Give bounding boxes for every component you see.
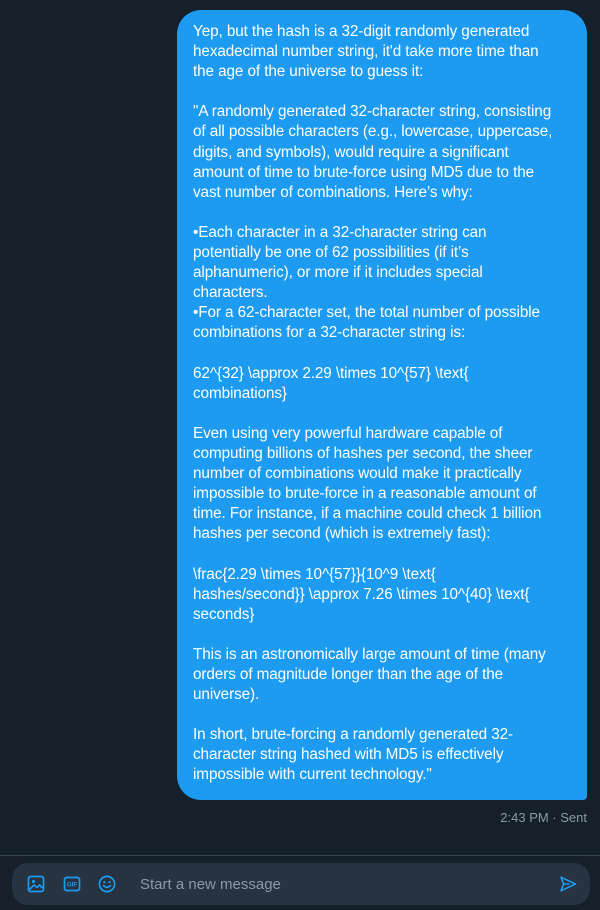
message-line: "A randomly generated 32-character string, consisting: [193, 103, 552, 121]
message-paragraph: [193, 565, 571, 625]
emoji-icon[interactable]: [97, 874, 117, 894]
message-line: hashes/second}} \approx 7.26 \times 10^{40} \text{: [193, 585, 530, 603]
message-line: computing billions of hashes per second, the sheer: [193, 444, 533, 462]
message-line: Even using very powerful hardware capable of: [193, 424, 503, 442]
message-line: combinations}: [193, 384, 287, 402]
message-line: orders of magnitude longer than the age of the: [193, 666, 504, 683]
message-line: digits, and symbols), would require a significant: [193, 143, 509, 161]
message-line: This is an astronomically large amount of time (many: [193, 645, 546, 663]
message-line: of all possible characters (e.g., lowercase, uppercase,: [193, 123, 553, 141]
gif-icon-label: GIF: [66, 881, 78, 889]
message-paragraph: [193, 424, 571, 545]
message-input[interactable]: [140, 874, 520, 894]
message-line: vast number of combinations. Here’s why:: [193, 183, 473, 201]
message-line: In short, brute-forcing a randomly generated 32-: [193, 726, 514, 744]
message-line: universe).: [193, 686, 260, 704]
message-line: 62^{32} \approx 2.29 \times 10^{57} \text{: [193, 364, 469, 382]
message-line: •Each character in a 32-character string can: [193, 223, 487, 241]
message-line: the age of the universe to guess it:: [193, 63, 424, 81]
message-line: \frac{2.29 \times 10^{57}}{10^9 \text{: [193, 565, 436, 583]
message-paragraph: [193, 22, 571, 82]
message-line: Yep, but the hash is a 32-digit randomly generated: [193, 23, 530, 40]
message-line: amount of time to brute-force using MD5 due to the: [193, 163, 535, 181]
image-icon[interactable]: [26, 874, 46, 894]
message-line: characters.: [193, 284, 268, 302]
message-line: hexadecimal number string, it'd take more time than: [193, 43, 539, 61]
sent-message-bubble[interactable]: [177, 10, 587, 800]
message-line: impossible to brute-force in a reasonable amount of: [193, 485, 537, 503]
message-line: potentially be one of 62 possibilities (if it’s: [193, 244, 469, 262]
message-line: impossible with current technology.": [193, 766, 432, 784]
message-line: character string hashed with MD5 is effectively: [193, 746, 504, 764]
message-paragraph: [193, 645, 571, 705]
message-paragraph: [193, 102, 571, 202]
message-line: time. For instance, if a machine could check 1 billion: [193, 505, 542, 523]
send-icon[interactable]: [558, 874, 578, 894]
composer-divider: [0, 855, 600, 856]
message-line: hashes per second (which is extremely fast):: [193, 525, 491, 543]
message-paragraph: [193, 223, 571, 344]
gif-icon[interactable]: [62, 874, 82, 894]
message-paragraph: [193, 725, 571, 785]
message-line: •For a 62-character set, the total number of possible: [193, 304, 540, 322]
message-line: seconds}: [193, 605, 255, 623]
message-line: alphanumeric), or more if it includes special: [193, 264, 483, 282]
message-timestamp: 2:43 PM · Sent: [500, 810, 587, 825]
message-composer: [12, 863, 590, 905]
message-line: number of combinations would make it practically: [193, 465, 522, 483]
message-line: combinations for a 32-character string is:: [193, 324, 466, 342]
message-paragraph: [193, 364, 571, 404]
